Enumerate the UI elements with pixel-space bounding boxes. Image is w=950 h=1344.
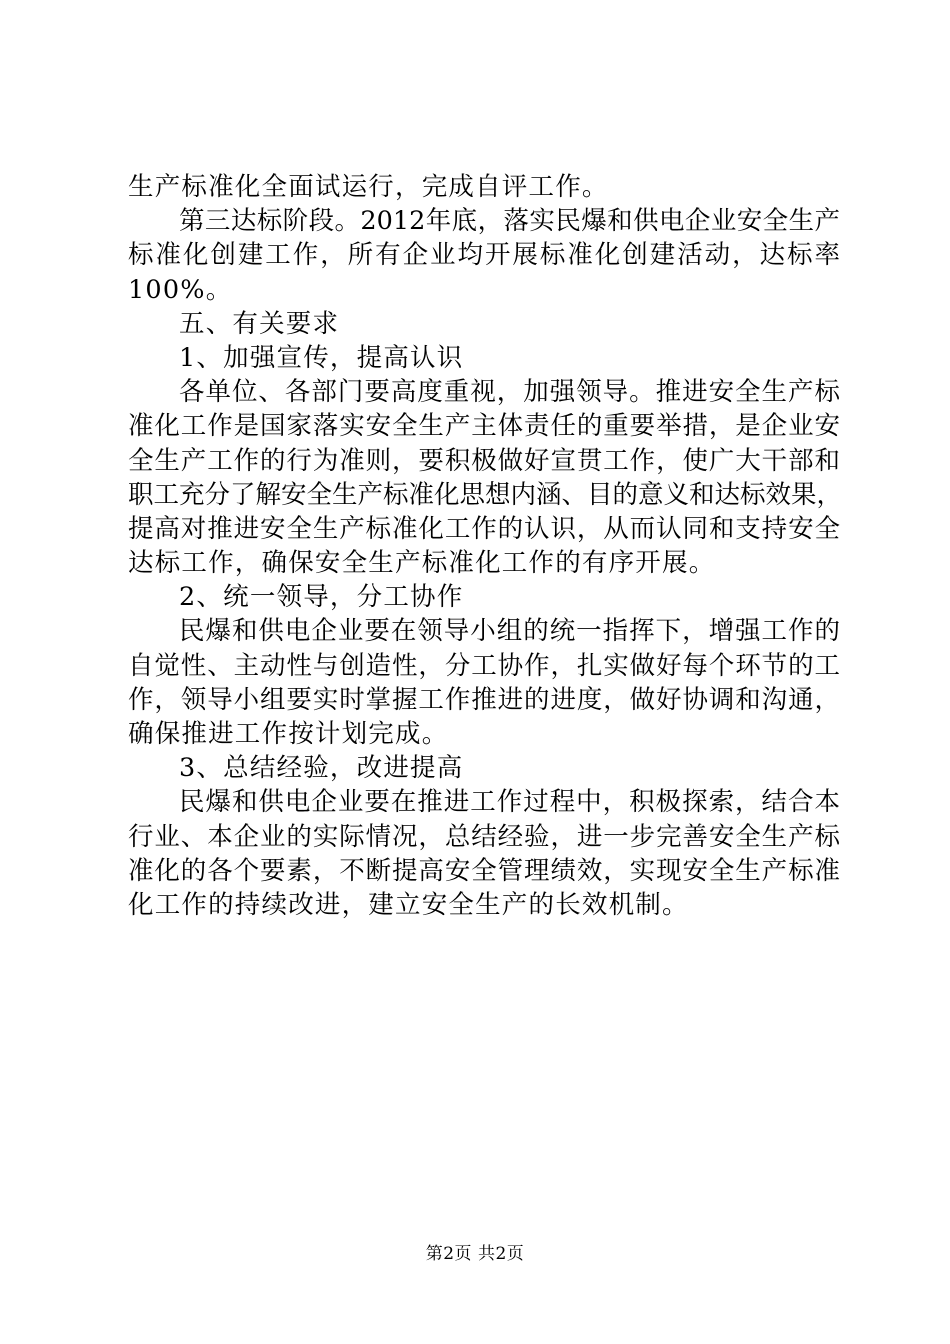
paragraph-line: 生产标准化全面试运行，完成自评工作。 [128,172,609,202]
subsection-heading: 3、总结经验，改进提高 [179,753,464,784]
paragraph-line: 100%。 [128,274,233,305]
subsection-heading: 1、加强宣传，提高认识 [179,342,464,373]
paragraph-line: 行业、本企业的实际情况，总结经验，进一步完善安全生产标 [128,821,840,852]
paragraph-line: 达标工作，确保安全生产标准化工作的有序开展。 [128,548,716,579]
paragraph-line: 第三达标阶段。2012年底，落实民爆和供电企业安全生产 [179,206,840,237]
paragraph-line: 各单位、各部门要高度重视，加强领导。推进安全生产标 [179,377,840,408]
paragraph-line: 准化的各个要素，不断提高安全管理绩效，实现安全生产标准 [128,855,840,886]
subsection-heading: 2、统一领导，分工协作 [179,582,464,613]
paragraph-line: 准化工作是国家落实安全生产主体责任的重要举措，是企业安 [128,411,840,442]
paragraph-line: 自觉性、主动性与创造性，分工协作，扎实做好每个环节的工 [128,650,840,681]
paragraph-line: 提高对推进安全生产标准化工作的认识，从而认同和支持安全 [128,513,840,544]
paragraph-line: 民爆和供电企业要在推进工作过程中，积极探索，结合本 [179,787,840,818]
paragraph-line: 民爆和供电企业要在领导小组的统一指挥下，增强工作的 [179,616,840,647]
paragraph-line: 标准化创建工作，所有企业均开展标准化创建活动，达标率 [128,240,840,271]
paragraph-line: 确保推进工作按计划完成。 [128,719,449,749]
document-body [128,170,843,922]
paragraph-line: 作，领导小组要实时掌握工作推进的进度，做好协调和沟通， [128,684,840,715]
section-heading: 五、有关要求 [179,308,340,339]
paragraph-line: 化工作的持续改进，建立安全生产的长效机制。 [128,889,689,920]
page-number-footer: 第2页 共2页 [425,1244,525,1264]
paragraph-line: 职工充分了解安全生产标准化思想内涵、目的意义和达标效果， [128,479,843,510]
paragraph-line: 全生产工作的行为准则，要积极做好宣贯工作，使广大干部和 [128,445,840,476]
